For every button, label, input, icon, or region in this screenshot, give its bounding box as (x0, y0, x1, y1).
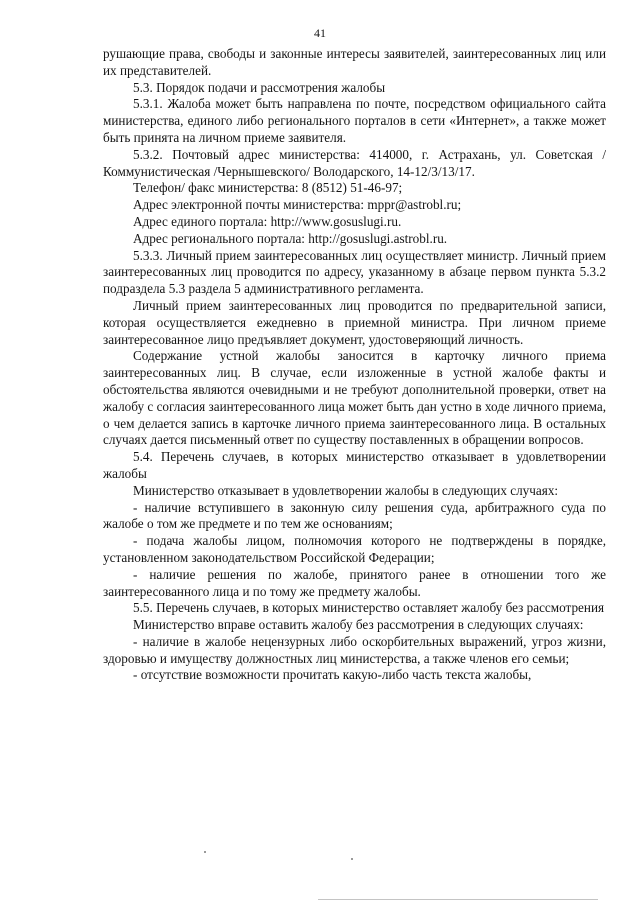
phone-fax-line: Телефон/ факс министерства: 8 (8512) 51-46-97; (133, 180, 403, 196)
section-heading-5-4: 5.4. Перечень случаев, в которых министерство отказывает в удовлетворении жалобы (103, 449, 606, 481)
paragraph-refusal-intro: Министерство отказывает в удовлетворении жалобы в следующих случаях: (133, 482, 559, 498)
paragraph-5-3-1: 5.3.1. Жалоба может быть направлена по почте, посредством официального сайта министерства, единого либо регионального порталов в сети «Интернет», а также может быть принята на личном приеме заявителя. (103, 96, 606, 145)
paragraph-no-review-intro: Министерство вправе оставить жалобу без рассмотрения в следующих случаях: (133, 617, 584, 633)
scan-artifact-dot (204, 851, 206, 853)
paragraph-5-3-2: 5.3.2. Почтовый адрес министерства: 414000, г. Астрахань, ул. Советская /Коммунистическая /Чернышевского/ Володарского, 14-12/3/13/17. (103, 146, 606, 179)
list-item-prior-decision: - наличие решения по жалобе, принятого ранее в отношении того же заинтересованного лица и по тому же предмету жалобы. (103, 566, 606, 599)
list-item-obscene-language: - наличие в жалобе нецензурных либо оскорбительных выражений, угроз жизни, здоровью и имуществу должностных лиц министерства, а также членов его семьи; (103, 633, 606, 666)
list-item-unconfirmed-authority: - подача жалобы лицом, полномочия которого не подтверждены в порядке, установленном законодательством Российской Федерации; (103, 533, 606, 565)
list-item-unreadable-text: - отсутствие возможности прочитать какую-либо часть текста жалобы, (133, 667, 532, 683)
paragraph-oral-complaint: Содержание устной жалобы заносится в карточку личного приема заинтересованных лиц. В случае, если изложенные в устной жалобе факты и обстоятельства являются очевидными и не требуют дополнительной проверки, ответ на жалобу с согласия заинтересованного лица может быть дан устно в ходе личного приема, о чем делается запись в карточке личного приема заинтересованного лица. В остальных случаях дается письменный ответ по существу поставленных в обращении вопросов. (103, 348, 606, 448)
paragraph-continuation: рушающие права, свободы и законные интересы заявителей, заинтересованных лиц или их представителей. (103, 46, 606, 78)
paragraph-5-3-3: 5.3.3. Личный прием заинтересованных лиц осуществляет министр. Личный прием заинтересованных лиц проводится по адресу, указанному в абзаце первом пункта 5.3.2 подраздела 5.3 раздела 5 административного регламента. (103, 247, 606, 297)
paragraph-appointment: Личный прием заинтересованных лиц проводится по предварительной записи, которая осуществляется ежедневно в приемной министра. При личном приеме заинтересованное лицо предъявляет документ, удостоверяющий личность. (103, 297, 606, 347)
page-number: 41 (314, 26, 326, 40)
section-heading-5-3: 5.3. Порядок подачи и рассмотрения жалобы (133, 79, 386, 95)
email-line: Адрес электронной почты министерства: mppr@astrobl.ru; (133, 197, 462, 213)
section-heading-5-5: 5.5. Перечень случаев, в которых министерство оставляет жалобу без рассмотрения (133, 600, 605, 616)
document-body (103, 46, 606, 684)
scan-artifact-dot (351, 858, 353, 860)
unified-portal-line: Адрес единого портала: http://www.gosuslugi.ru. (133, 213, 402, 229)
scan-artifact-line (318, 899, 598, 900)
regional-portal-line: Адрес регионального портала: http://gosuslugi.astrobl.ru. (133, 230, 448, 246)
list-item-court-decision: - наличие вступившего в законную силу решения суда, арбитражного суда по жалобе о том же предмете и по тем же основаниям; (103, 499, 606, 532)
